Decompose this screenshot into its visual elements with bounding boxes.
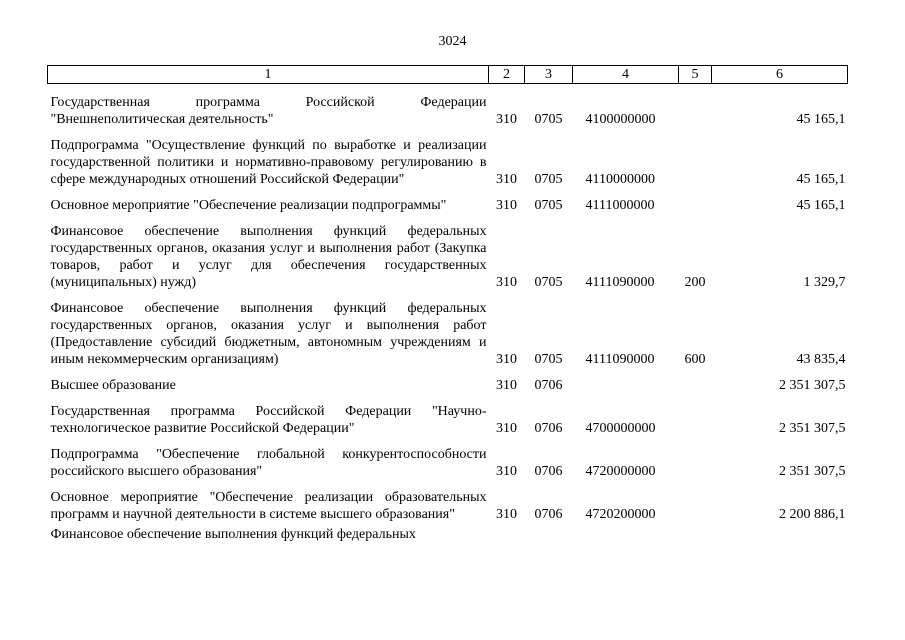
table-row-partial [48, 526, 848, 543]
row-gr-code: 310 [496, 112, 517, 127]
row-target-code: 4111090000 [585, 275, 655, 290]
row-gr-code: 310 [496, 507, 517, 522]
row-amount: 2 351 307,5 [779, 378, 846, 393]
row-section-code: 0706 [534, 507, 563, 522]
table-row [48, 483, 848, 526]
column-header-5: 5 [679, 66, 712, 84]
row-gr-code: 310 [496, 352, 517, 367]
row-section-code: 0706 [534, 421, 563, 436]
table-row [48, 397, 848, 440]
row-section-code: 0705 [534, 352, 563, 367]
page-number: 3024 [438, 34, 467, 49]
row-expense-type [679, 131, 712, 191]
row-target-code: 4720200000 [585, 507, 656, 522]
row-expense-type [679, 483, 712, 526]
column-header-3: 3 [525, 66, 573, 84]
row-gr-code: 310 [496, 198, 517, 213]
row-name: Подпрограмма "Обеспечение глобальной конкурентоспособности российского высшего образования" [50, 447, 487, 479]
row-target-code: 4700000000 [585, 421, 656, 436]
row-gr-code: 310 [496, 464, 517, 479]
budget-table [47, 65, 848, 543]
row-expense-type [679, 440, 712, 483]
row-amount: 45 165,1 [796, 172, 846, 187]
row-target-code: 4111090000 [585, 352, 655, 367]
row-target-code: 4100000000 [585, 112, 656, 127]
row-name: Основное мероприятие "Обеспечение реализации образовательных программ и научной деятельности в системе высшего образования" [50, 490, 487, 522]
column-header-2: 2 [489, 66, 525, 84]
row-name: Финансовое обеспечение выполнения функций федеральных государственных органов, оказания услуг и выполнения работ (Предоставление субсидий бюджетным, автономным учреждениям и иным некоммерческим организациям) [50, 301, 487, 367]
row-target-code: 4110000000 [585, 172, 655, 187]
row-target-code [573, 371, 679, 397]
row-amount: 45 165,1 [796, 198, 846, 213]
table-row [48, 371, 848, 397]
row-target-code: 4111000000 [585, 198, 655, 213]
row-expense-type [679, 397, 712, 440]
table-row [48, 131, 848, 191]
row-amount: 2 200 886,1 [779, 507, 846, 522]
row-expense-type [679, 371, 712, 397]
column-header-6: 6 [712, 66, 848, 84]
row-amount: 43 835,4 [796, 352, 846, 367]
row-amount: 2 351 307,5 [779, 464, 846, 479]
row-name: Подпрограмма "Осуществление функций по выработке и реализации государственной политики и нормативно-правовому регулированию в сфере международных отношений Российской Федерации" [50, 138, 487, 187]
row-expense-type [679, 191, 712, 217]
column-header-1: 1 [48, 66, 489, 84]
row-expense-type [679, 84, 712, 132]
row-name: Финансовое обеспечение выполнения функций федеральных [50, 527, 416, 542]
table-row [48, 217, 848, 294]
row-name: Финансовое обеспечение выполнения функций федеральных государственных органов, оказания услуг и выполнения работ (Закупка товаров, работ и услуг для обеспечения государственных (муниципальных) нужд) [50, 224, 487, 290]
row-gr-code: 310 [496, 172, 517, 187]
row-section-code: 0706 [534, 464, 563, 479]
column-header-4: 4 [573, 66, 679, 84]
row-section-code: 0705 [534, 275, 563, 290]
row-target-code: 4720000000 [585, 464, 656, 479]
row-amount: 45 165,1 [796, 112, 846, 127]
row-amount: 1 329,7 [803, 275, 846, 290]
table-row [48, 440, 848, 483]
row-gr-code: 310 [496, 421, 517, 436]
table-row [48, 84, 848, 132]
row-expense-type: 600 [684, 352, 706, 367]
row-expense-type: 200 [684, 275, 706, 290]
row-section-code: 0705 [534, 198, 563, 213]
row-section-code: 0705 [534, 112, 563, 127]
row-name: Основное мероприятие "Обеспечение реализации подпрограммы" [50, 198, 447, 213]
row-gr-code: 310 [496, 378, 517, 393]
table-row [48, 191, 848, 217]
row-name: Государственная программа Российской Федерации "Научно-технологическое развитие Российской Федерации" [50, 404, 487, 436]
row-name: Высшее образование [50, 378, 176, 393]
row-section-code: 0705 [534, 172, 563, 187]
row-name: Государственная программа Российской Федерации "Внешнеполитическая деятельность" [50, 95, 487, 127]
row-amount: 2 351 307,5 [779, 421, 846, 436]
row-gr-code: 310 [496, 275, 517, 290]
row-section-code: 0706 [534, 378, 563, 393]
table-row [48, 294, 848, 371]
table-header-row [48, 66, 848, 84]
